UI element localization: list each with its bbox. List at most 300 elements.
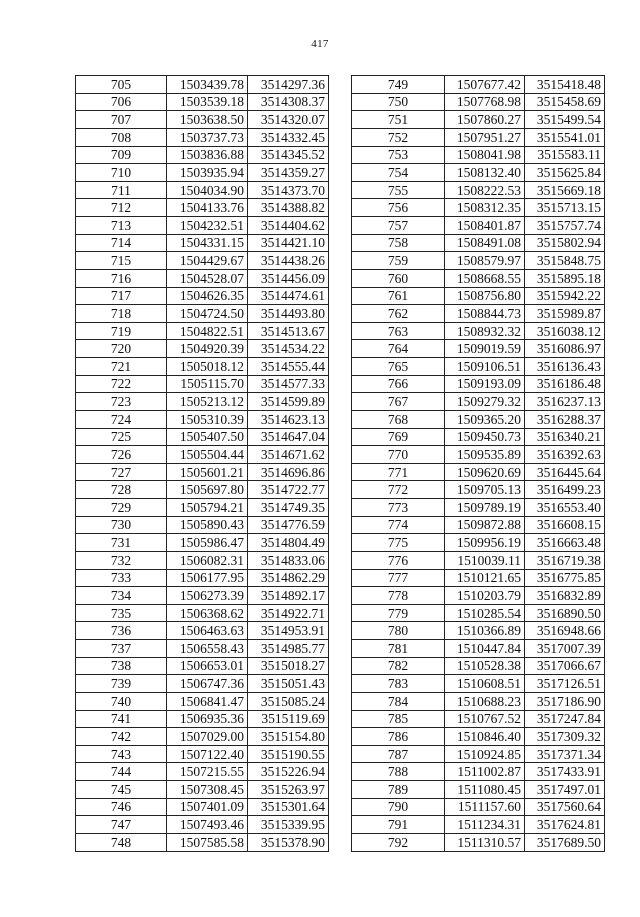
point-id-cell: 720 [76, 340, 167, 358]
point-id-cell: 787 [352, 745, 445, 763]
point-id-cell: 775 [352, 534, 445, 552]
point-id-cell: 723 [76, 393, 167, 411]
y-coordinate-cell: 3514776.59 [248, 516, 329, 534]
y-coordinate-cell: 3514421.10 [248, 234, 329, 252]
x-coordinate-cell: 1507585.58 [167, 833, 248, 851]
x-coordinate-cell: 1510203.79 [445, 587, 525, 605]
table-row [352, 692, 605, 710]
table-row [352, 499, 605, 517]
table-row [76, 499, 329, 517]
table-row [76, 93, 329, 111]
point-id-cell: 766 [352, 375, 445, 393]
point-id-cell: 736 [76, 622, 167, 640]
x-coordinate-cell: 1506653.01 [167, 657, 248, 675]
y-coordinate-cell: 3514985.77 [248, 640, 329, 658]
table-row [76, 516, 329, 534]
x-coordinate-cell: 1509789.19 [445, 499, 525, 517]
y-coordinate-cell: 3516237.13 [525, 393, 605, 411]
x-coordinate-cell: 1510846.40 [445, 728, 525, 746]
x-coordinate-cell: 1505794.21 [167, 499, 248, 517]
table-row [352, 217, 605, 235]
x-coordinate-cell: 1510767.52 [445, 710, 525, 728]
y-coordinate-cell: 3514404.62 [248, 217, 329, 235]
point-id-cell: 791 [352, 816, 445, 834]
table-row [76, 604, 329, 622]
x-coordinate-cell: 1503439.78 [167, 76, 248, 94]
x-coordinate-cell: 1511310.57 [445, 833, 525, 851]
table-row [352, 358, 605, 376]
table-row [76, 252, 329, 270]
table-row [352, 763, 605, 781]
x-coordinate-cell: 1511080.45 [445, 781, 525, 799]
x-coordinate-cell: 1504724.50 [167, 305, 248, 323]
point-id-cell: 755 [352, 181, 445, 199]
table-row [76, 710, 329, 728]
point-id-cell: 722 [76, 375, 167, 393]
y-coordinate-cell: 3514555.44 [248, 358, 329, 376]
y-coordinate-cell: 3517309.32 [525, 728, 605, 746]
y-coordinate-cell: 3515895.18 [525, 269, 605, 287]
y-coordinate-cell: 3514953.91 [248, 622, 329, 640]
x-coordinate-cell: 1508668.55 [445, 269, 525, 287]
table-row [352, 833, 605, 851]
x-coordinate-cell: 1503539.18 [167, 93, 248, 111]
table-row [352, 287, 605, 305]
table-row [76, 657, 329, 675]
x-coordinate-cell: 1507401.09 [167, 798, 248, 816]
y-coordinate-cell: 3514671.62 [248, 446, 329, 464]
x-coordinate-cell: 1504232.51 [167, 217, 248, 235]
x-coordinate-cell: 1504331.15 [167, 234, 248, 252]
point-id-cell: 765 [352, 358, 445, 376]
point-id-cell: 779 [352, 604, 445, 622]
table-row [352, 340, 605, 358]
y-coordinate-cell: 3515713.15 [525, 199, 605, 217]
y-coordinate-cell: 3516288.37 [525, 410, 605, 428]
y-coordinate-cell: 3514804.49 [248, 534, 329, 552]
point-id-cell: 750 [352, 93, 445, 111]
point-id-cell: 724 [76, 410, 167, 428]
y-coordinate-cell: 3515339.95 [248, 816, 329, 834]
table-row [76, 287, 329, 305]
y-coordinate-cell: 3516553.40 [525, 499, 605, 517]
table-row [76, 622, 329, 640]
x-coordinate-cell: 1506558.43 [167, 640, 248, 658]
point-id-cell: 768 [352, 410, 445, 428]
x-coordinate-cell: 1506935.36 [167, 710, 248, 728]
table-row [352, 181, 605, 199]
x-coordinate-cell: 1507860.27 [445, 111, 525, 129]
y-coordinate-cell: 3514438.26 [248, 252, 329, 270]
y-coordinate-cell: 3516038.12 [525, 322, 605, 340]
y-coordinate-cell: 3514332.45 [248, 128, 329, 146]
x-coordinate-cell: 1508312.35 [445, 199, 525, 217]
y-coordinate-cell: 3514862.29 [248, 569, 329, 587]
table-row [76, 569, 329, 587]
point-id-cell: 776 [352, 551, 445, 569]
x-coordinate-cell: 1510039.11 [445, 551, 525, 569]
point-id-cell: 737 [76, 640, 167, 658]
x-coordinate-cell: 1509956.19 [445, 534, 525, 552]
point-id-cell: 705 [76, 76, 167, 94]
x-coordinate-cell: 1503836.88 [167, 146, 248, 164]
y-coordinate-cell: 3516948.66 [525, 622, 605, 640]
table-row [76, 111, 329, 129]
x-coordinate-cell: 1508401.87 [445, 217, 525, 235]
y-coordinate-cell: 3515119.69 [248, 710, 329, 728]
point-id-cell: 754 [352, 164, 445, 182]
x-coordinate-cell: 1507493.46 [167, 816, 248, 834]
x-coordinate-cell: 1510528.38 [445, 657, 525, 675]
point-id-cell: 732 [76, 551, 167, 569]
x-coordinate-cell: 1505697.80 [167, 481, 248, 499]
x-coordinate-cell: 1509193.09 [445, 375, 525, 393]
table-row [352, 305, 605, 323]
point-id-cell: 783 [352, 675, 445, 693]
table-row [352, 199, 605, 217]
table-row [76, 816, 329, 834]
x-coordinate-cell: 1508844.73 [445, 305, 525, 323]
table-row [76, 728, 329, 746]
table-row [352, 481, 605, 499]
x-coordinate-cell: 1508491.08 [445, 234, 525, 252]
x-coordinate-cell: 1504920.39 [167, 340, 248, 358]
x-coordinate-cell: 1510447.84 [445, 640, 525, 658]
point-id-cell: 792 [352, 833, 445, 851]
table-row [352, 551, 605, 569]
table-row [352, 375, 605, 393]
x-coordinate-cell: 1509450.73 [445, 428, 525, 446]
table-row [352, 816, 605, 834]
point-id-cell: 767 [352, 393, 445, 411]
point-id-cell: 790 [352, 798, 445, 816]
x-coordinate-cell: 1509535.89 [445, 446, 525, 464]
x-coordinate-cell: 1507677.42 [445, 76, 525, 94]
table-row [76, 322, 329, 340]
table-row [352, 516, 605, 534]
point-id-cell: 761 [352, 287, 445, 305]
y-coordinate-cell: 3514513.67 [248, 322, 329, 340]
table-row [76, 269, 329, 287]
y-coordinate-cell: 3516890.50 [525, 604, 605, 622]
y-coordinate-cell: 3516340.21 [525, 428, 605, 446]
x-coordinate-cell: 1509620.69 [445, 463, 525, 481]
x-coordinate-cell: 1510924.85 [445, 745, 525, 763]
y-coordinate-cell: 3515378.90 [248, 833, 329, 851]
table-row [352, 640, 605, 658]
point-id-cell: 715 [76, 252, 167, 270]
table-body [352, 76, 605, 852]
point-id-cell: 788 [352, 763, 445, 781]
table-row [76, 640, 329, 658]
x-coordinate-cell: 1507029.00 [167, 728, 248, 746]
x-coordinate-cell: 1510285.54 [445, 604, 525, 622]
point-id-cell: 757 [352, 217, 445, 235]
table-row [76, 375, 329, 393]
x-coordinate-cell: 1511234.31 [445, 816, 525, 834]
y-coordinate-cell: 3516392.63 [525, 446, 605, 464]
point-id-cell: 745 [76, 781, 167, 799]
point-id-cell: 728 [76, 481, 167, 499]
table-row [352, 410, 605, 428]
y-coordinate-cell: 3515802.94 [525, 234, 605, 252]
table-row [352, 146, 605, 164]
x-coordinate-cell: 1506082.31 [167, 551, 248, 569]
table-row [352, 93, 605, 111]
point-id-cell: 770 [352, 446, 445, 464]
y-coordinate-cell: 3514373.70 [248, 181, 329, 199]
table-row [352, 252, 605, 270]
y-coordinate-cell: 3515226.94 [248, 763, 329, 781]
x-coordinate-cell: 1510688.23 [445, 692, 525, 710]
point-id-cell: 772 [352, 481, 445, 499]
x-coordinate-cell: 1509106.51 [445, 358, 525, 376]
x-coordinate-cell: 1506273.39 [167, 587, 248, 605]
point-id-cell: 738 [76, 657, 167, 675]
y-coordinate-cell: 3516499.23 [525, 481, 605, 499]
table-row [76, 551, 329, 569]
y-coordinate-cell: 3515989.87 [525, 305, 605, 323]
y-coordinate-cell: 3515541.01 [525, 128, 605, 146]
table-row [352, 745, 605, 763]
point-id-cell: 752 [352, 128, 445, 146]
point-id-cell: 733 [76, 569, 167, 587]
y-coordinate-cell: 3514749.35 [248, 499, 329, 517]
x-coordinate-cell: 1510608.51 [445, 675, 525, 693]
point-id-cell: 713 [76, 217, 167, 235]
y-coordinate-cell: 3514359.27 [248, 164, 329, 182]
point-id-cell: 710 [76, 164, 167, 182]
table-row [352, 657, 605, 675]
table-row [76, 481, 329, 499]
point-id-cell: 763 [352, 322, 445, 340]
point-id-cell: 789 [352, 781, 445, 799]
point-id-cell: 762 [352, 305, 445, 323]
table-row [76, 217, 329, 235]
table-row [76, 587, 329, 605]
x-coordinate-cell: 1510366.89 [445, 622, 525, 640]
y-coordinate-cell: 3515942.22 [525, 287, 605, 305]
y-coordinate-cell: 3514474.61 [248, 287, 329, 305]
x-coordinate-cell: 1509019.59 [445, 340, 525, 358]
y-coordinate-cell: 3514833.06 [248, 551, 329, 569]
point-id-cell: 746 [76, 798, 167, 816]
y-coordinate-cell: 3517007.39 [525, 640, 605, 658]
point-id-cell: 706 [76, 93, 167, 111]
point-id-cell: 785 [352, 710, 445, 728]
x-coordinate-cell: 1503737.73 [167, 128, 248, 146]
y-coordinate-cell: 3514297.36 [248, 76, 329, 94]
point-id-cell: 748 [76, 833, 167, 851]
table-row [352, 111, 605, 129]
table-row [76, 199, 329, 217]
x-coordinate-cell: 1508932.32 [445, 322, 525, 340]
point-id-cell: 727 [76, 463, 167, 481]
table-row [352, 128, 605, 146]
y-coordinate-cell: 3515301.64 [248, 798, 329, 816]
y-coordinate-cell: 3514722.77 [248, 481, 329, 499]
y-coordinate-cell: 3515848.75 [525, 252, 605, 270]
y-coordinate-cell: 3517433.91 [525, 763, 605, 781]
point-id-cell: 759 [352, 252, 445, 270]
point-id-cell: 731 [76, 534, 167, 552]
x-coordinate-cell: 1505018.12 [167, 358, 248, 376]
x-coordinate-cell: 1506747.36 [167, 675, 248, 693]
table-body [76, 76, 329, 852]
y-coordinate-cell: 3516136.43 [525, 358, 605, 376]
x-coordinate-cell: 1503638.50 [167, 111, 248, 129]
y-coordinate-cell: 3514345.52 [248, 146, 329, 164]
point-id-cell: 719 [76, 322, 167, 340]
x-coordinate-cell: 1504822.51 [167, 322, 248, 340]
x-coordinate-cell: 1505115.70 [167, 375, 248, 393]
point-id-cell: 741 [76, 710, 167, 728]
y-coordinate-cell: 3516663.48 [525, 534, 605, 552]
table-row [352, 622, 605, 640]
y-coordinate-cell: 3517066.67 [525, 657, 605, 675]
table-row [352, 710, 605, 728]
point-id-cell: 709 [76, 146, 167, 164]
x-coordinate-cell: 1505601.21 [167, 463, 248, 481]
y-coordinate-cell: 3514892.17 [248, 587, 329, 605]
y-coordinate-cell: 3514320.07 [248, 111, 329, 129]
point-id-cell: 721 [76, 358, 167, 376]
point-id-cell: 729 [76, 499, 167, 517]
y-coordinate-cell: 3514388.82 [248, 199, 329, 217]
x-coordinate-cell: 1509705.13 [445, 481, 525, 499]
point-id-cell: 725 [76, 428, 167, 446]
point-id-cell: 708 [76, 128, 167, 146]
table-row [76, 781, 329, 799]
table-row [76, 745, 329, 763]
x-coordinate-cell: 1505504.44 [167, 446, 248, 464]
table-row [76, 76, 329, 94]
table-row [352, 164, 605, 182]
coordinate-table-left [75, 75, 329, 852]
point-id-cell: 781 [352, 640, 445, 658]
table-row [352, 728, 605, 746]
point-id-cell: 760 [352, 269, 445, 287]
table-row [352, 798, 605, 816]
table-row [76, 340, 329, 358]
point-id-cell: 742 [76, 728, 167, 746]
point-id-cell: 714 [76, 234, 167, 252]
y-coordinate-cell: 3514534.22 [248, 340, 329, 358]
point-id-cell: 726 [76, 446, 167, 464]
x-coordinate-cell: 1511002.87 [445, 763, 525, 781]
table-row [352, 269, 605, 287]
y-coordinate-cell: 3514599.89 [248, 393, 329, 411]
y-coordinate-cell: 3514647.04 [248, 428, 329, 446]
x-coordinate-cell: 1508041.98 [445, 146, 525, 164]
x-coordinate-cell: 1508222.53 [445, 181, 525, 199]
point-id-cell: 764 [352, 340, 445, 358]
y-coordinate-cell: 3514922.71 [248, 604, 329, 622]
table-row [76, 428, 329, 446]
table-row [76, 763, 329, 781]
y-coordinate-cell: 3515625.84 [525, 164, 605, 182]
table-row [76, 446, 329, 464]
page-number: 417 [311, 38, 329, 50]
y-coordinate-cell: 3517624.81 [525, 816, 605, 834]
table-row [352, 322, 605, 340]
x-coordinate-cell: 1505310.39 [167, 410, 248, 428]
x-coordinate-cell: 1507215.55 [167, 763, 248, 781]
table-row [76, 675, 329, 693]
point-id-cell: 739 [76, 675, 167, 693]
y-coordinate-cell: 3515499.54 [525, 111, 605, 129]
x-coordinate-cell: 1510121.65 [445, 569, 525, 587]
x-coordinate-cell: 1505213.12 [167, 393, 248, 411]
table-row [352, 76, 605, 94]
table-row [76, 410, 329, 428]
coordinate-table-right [351, 75, 605, 852]
point-id-cell: 712 [76, 199, 167, 217]
x-coordinate-cell: 1506841.47 [167, 692, 248, 710]
table-row [352, 675, 605, 693]
x-coordinate-cell: 1506463.63 [167, 622, 248, 640]
table-row [76, 305, 329, 323]
y-coordinate-cell: 3515190.55 [248, 745, 329, 763]
point-id-cell: 771 [352, 463, 445, 481]
point-id-cell: 740 [76, 692, 167, 710]
y-coordinate-cell: 3517497.01 [525, 781, 605, 799]
point-id-cell: 782 [352, 657, 445, 675]
x-coordinate-cell: 1506368.62 [167, 604, 248, 622]
y-coordinate-cell: 3515263.97 [248, 781, 329, 799]
x-coordinate-cell: 1506177.95 [167, 569, 248, 587]
table-row [352, 463, 605, 481]
table-row [352, 587, 605, 605]
x-coordinate-cell: 1507951.27 [445, 128, 525, 146]
table-row [76, 146, 329, 164]
y-coordinate-cell: 3514623.13 [248, 410, 329, 428]
table-row [76, 463, 329, 481]
y-coordinate-cell: 3516775.85 [525, 569, 605, 587]
x-coordinate-cell: 1504133.76 [167, 199, 248, 217]
point-id-cell: 756 [352, 199, 445, 217]
point-id-cell: 716 [76, 269, 167, 287]
y-coordinate-cell: 3516445.64 [525, 463, 605, 481]
point-id-cell: 707 [76, 111, 167, 129]
y-coordinate-cell: 3516719.38 [525, 551, 605, 569]
point-id-cell: 773 [352, 499, 445, 517]
table-row [352, 534, 605, 552]
point-id-cell: 730 [76, 516, 167, 534]
y-coordinate-cell: 3514456.09 [248, 269, 329, 287]
x-coordinate-cell: 1508132.40 [445, 164, 525, 182]
y-coordinate-cell: 3516832.89 [525, 587, 605, 605]
x-coordinate-cell: 1504626.35 [167, 287, 248, 305]
x-coordinate-cell: 1504034.90 [167, 181, 248, 199]
point-id-cell: 717 [76, 287, 167, 305]
table-row [352, 446, 605, 464]
x-coordinate-cell: 1507122.40 [167, 745, 248, 763]
y-coordinate-cell: 3514696.86 [248, 463, 329, 481]
x-coordinate-cell: 1509872.88 [445, 516, 525, 534]
point-id-cell: 786 [352, 728, 445, 746]
table-row [76, 234, 329, 252]
y-coordinate-cell: 3515085.24 [248, 692, 329, 710]
x-coordinate-cell: 1511157.60 [445, 798, 525, 816]
point-id-cell: 784 [352, 692, 445, 710]
y-coordinate-cell: 3516186.48 [525, 375, 605, 393]
point-id-cell: 747 [76, 816, 167, 834]
y-coordinate-cell: 3515458.69 [525, 93, 605, 111]
table-row [76, 534, 329, 552]
y-coordinate-cell: 3514493.80 [248, 305, 329, 323]
x-coordinate-cell: 1507768.98 [445, 93, 525, 111]
